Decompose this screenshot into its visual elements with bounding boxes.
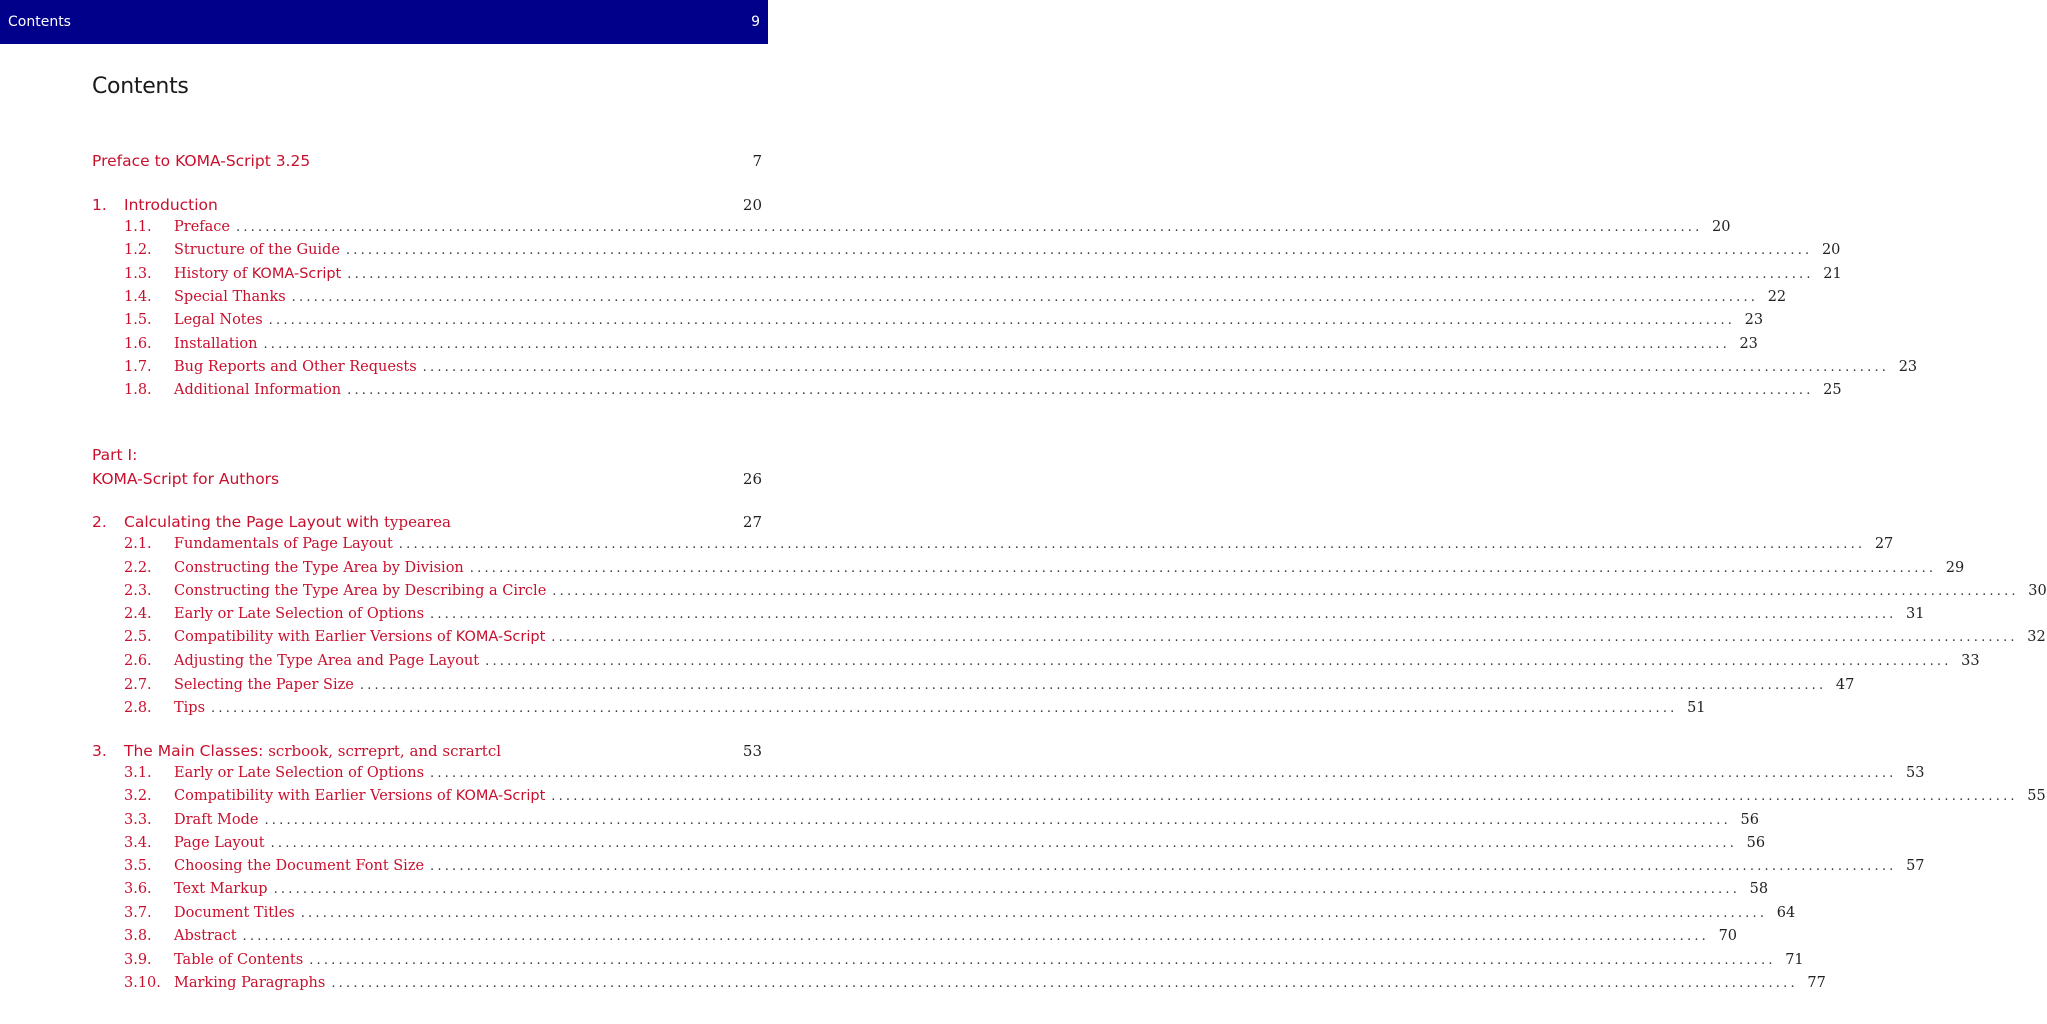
toc-entry-label [174, 700, 205, 716]
toc-page-number: 70 [1718, 928, 1738, 944]
toc-section-entry[interactable] [124, 382, 1842, 404]
toc-entry-label-koma: KOMA-Script [251, 266, 342, 282]
toc-page-number: 21 [1823, 266, 1842, 282]
toc-entry-label-class: typearea [384, 513, 451, 531]
toc-entry-label [174, 788, 545, 804]
toc-entry-number: 2.4. [124, 606, 152, 622]
toc-entry-label [174, 336, 257, 352]
toc-page-number: 56 [1740, 812, 1759, 828]
header-page-number: 9 [751, 14, 760, 30]
toc-entry-label [174, 606, 424, 622]
toc-section-entry[interactable] [124, 336, 1758, 358]
toc-page-number: 26 [742, 470, 762, 488]
toc-section-entry[interactable] [124, 812, 1759, 834]
toc-entry-number: 2.2. [124, 560, 152, 576]
toc-entry-label [174, 266, 341, 282]
toc-section-entry[interactable] [124, 700, 1706, 722]
toc-section-entry[interactable] [124, 560, 1965, 582]
toc-entry-number: 3.1. [124, 765, 152, 781]
toc-entry-label-text: Page Layout [174, 835, 265, 851]
toc-section-entry[interactable] [124, 653, 1980, 675]
toc-section-entry[interactable] [124, 359, 1918, 381]
toc-page-number: 23 [1739, 336, 1758, 352]
toc-section-entry[interactable] [124, 583, 2047, 605]
toc-entry-label [174, 677, 354, 693]
toc-entry-label-text: Additional Information [174, 382, 342, 398]
toc-entry-label [124, 742, 501, 760]
toc-entry-label [174, 242, 340, 258]
toc-entry-label-text: Installation [174, 336, 258, 352]
toc-page-number: 29 [1945, 560, 1965, 576]
toc-leader-dots: ........................................................................................................................................................................................................ [270, 836, 1738, 851]
toc-leader-dots: ........................................................................................................................................................................................................ [485, 654, 1952, 669]
toc-entry-number: 3.7. [124, 905, 152, 921]
toc-page-number: 27 [742, 513, 762, 531]
toc-part-label: Part I: [92, 446, 138, 464]
toc-section-entry[interactable] [124, 266, 1842, 288]
toc-section-entry[interactable] [124, 242, 1841, 264]
toc-chapter-entry[interactable] [92, 513, 762, 535]
toc-entry-label-text: Adjusting the Type Area and Page Layout [174, 653, 480, 669]
toc-entry-label-koma: KOMA-Script [455, 629, 546, 645]
toc-page-number: 53 [1906, 765, 1925, 781]
toc-entry-label-text: Table of Contents [174, 952, 304, 968]
toc-chapter-entry[interactable] [92, 196, 762, 218]
toc-entry-label [174, 765, 424, 781]
toc-leader-dots: ........................................................................................................................................................................................................ [359, 678, 1827, 693]
toc-entry-label-text: The Main Classes: [124, 742, 269, 760]
toc-page-number: 23 [1898, 359, 1918, 375]
toc-section-entry[interactable] [124, 952, 1804, 974]
toc-leader-dots: ........................................................................................................................................................................................................ [430, 859, 1897, 874]
toc-entry-label [92, 470, 279, 488]
toc-page-number: 27 [1874, 536, 1894, 552]
toc-entry-number: 2. [92, 513, 107, 531]
toc-section-entry[interactable] [124, 606, 1925, 628]
toc-entry-number: 3. [92, 742, 107, 760]
toc-part-heading[interactable] [92, 446, 762, 468]
toc-page-number: 25 [1823, 382, 1842, 398]
toc-entry-label-text: Choosing the Document Font Size [174, 858, 425, 874]
toc-chapter-entry[interactable] [92, 470, 762, 492]
toc-page-number: 20 [1712, 219, 1731, 235]
toc-section-entry[interactable] [124, 975, 1826, 997]
toc-entry-label-text: Early or Late Selection of Options [174, 765, 425, 781]
toc-page-number: 51 [1687, 700, 1706, 716]
toc-entry-number: 3.2. [124, 788, 152, 804]
toc-page-number: 32 [2027, 629, 2046, 645]
toc-entry-number: 2.8. [124, 700, 152, 716]
toc-entry-label-text: Document Titles [174, 905, 295, 921]
toc-leader-dots: ........................................................................................................................................................................................................ [291, 290, 1759, 305]
toc-entry-label [174, 881, 268, 897]
toc-page-number: 22 [1767, 289, 1787, 305]
toc-entry-label-text: Preface [174, 219, 230, 235]
toc-entry-number: 2.5. [124, 629, 152, 645]
toc-entry-number: 3.6. [124, 881, 152, 897]
toc-entry-number: 2.7. [124, 677, 152, 693]
toc-section-entry[interactable] [124, 905, 1796, 927]
toc-entry-label [174, 289, 286, 305]
toc-section-entry[interactable] [124, 289, 1787, 311]
toc-section-entry[interactable] [124, 629, 2046, 651]
toc-page-number: 53 [742, 742, 762, 760]
toc-entry-number: 3.5. [124, 858, 152, 874]
toc-page-number: 47 [1835, 677, 1855, 693]
toc-page-number: 58 [1749, 881, 1769, 897]
toc-entry-number: 1.5. [124, 312, 152, 328]
toc-entry-number: 2.3. [124, 583, 152, 599]
toc-entry-label [124, 196, 218, 214]
toc-leader-dots: ........................................................................................................................................................................................................ [300, 906, 1768, 921]
toc-entry-number: 1.2. [124, 242, 152, 258]
toc-page-number: 23 [1744, 312, 1764, 328]
toc-entry-label-text: Tips [174, 700, 206, 716]
toc-leader-dots: ........................................................................................................................................................................................................ [331, 976, 1798, 991]
toc-entry-label [174, 536, 393, 552]
toc-entry-label [174, 975, 325, 991]
toc-entry-label-text: Compatibility with Earlier Versions of [174, 629, 456, 645]
toc-entry-label-class: scrbook, scrreprt, and scrartcl [268, 742, 502, 760]
toc-leader-dots: ........................................................................................................................................................................................................ [235, 220, 1703, 235]
toc-page-number: 20 [742, 196, 762, 214]
toc-entry-label [174, 583, 546, 599]
toc-section-entry[interactable] [124, 677, 1855, 699]
toc-leader-dots: ........................................................................................................................................................................................................ [430, 607, 1897, 622]
toc-entry-label-text: Structure of the Guide [174, 242, 340, 258]
toc-entry-label [174, 359, 417, 375]
toc-page-number: 77 [1807, 975, 1826, 991]
toc-entry-number: 1.8. [124, 382, 152, 398]
toc-page-number: 71 [1785, 952, 1804, 968]
toc-leader-dots: ........................................................................................................................................................................................................ [552, 584, 2019, 599]
toc-leader-dots: ........................................................................................................................................................................................................ [422, 360, 1890, 375]
toc-entry-label [174, 812, 258, 828]
toc-entry-number: 1.1. [124, 219, 152, 235]
toc-entry-label-text: Abstract [174, 928, 237, 944]
toc-entry-number: 1.7. [124, 359, 152, 375]
toc-leader-dots: ........................................................................................................................................................................................................ [551, 789, 2018, 804]
toc-page-number: 33 [1961, 653, 1980, 669]
toc-leader-dots: ........................................................................................................................................................................................................ [430, 766, 1897, 781]
toc-leader-dots: ........................................................................................................................................................................................................ [347, 383, 1814, 398]
toc-page-number: 56 [1746, 835, 1766, 851]
toc-entry-label [174, 560, 464, 576]
toc-page-number: 7 [752, 152, 762, 170]
toc-leader-dots: ........................................................................................................................................................................................................ [263, 337, 1730, 352]
toc-entry-label-koma: KOMA-Script [455, 788, 546, 804]
toc-entry-label-text: Preface to KOMA-Script 3.25 [92, 152, 311, 170]
toc-section-entry[interactable] [124, 928, 1738, 950]
toc-entry-label [174, 653, 479, 669]
toc-entry-number: 1.6. [124, 336, 152, 352]
toc-leader-dots: ........................................................................................................................................................................................................ [347, 267, 1814, 282]
toc-leader-dots: ........................................................................................................................................................................................................ [309, 953, 1776, 968]
toc-entry-label-text: Bug Reports and Other Requests [174, 359, 417, 375]
toc-entry-label [174, 905, 295, 921]
toc-entry-label [174, 928, 237, 944]
toc-page-number: 64 [1776, 905, 1796, 921]
toc-entry-label-text: Text Markup [174, 881, 268, 897]
toc-entry-number: 3.8. [124, 928, 152, 944]
toc-section-entry[interactable] [124, 312, 1764, 334]
toc-entry-label [174, 629, 545, 645]
toc-entry-label-text: Special Thanks [174, 289, 286, 305]
toc-page-number: 30 [2028, 583, 2047, 599]
toc-entry-label-text: Fundamentals of Page Layout [174, 536, 393, 552]
toc-section-entry[interactable] [124, 788, 2046, 810]
toc-entry-label-text: Compatibility with Earlier Versions of [174, 788, 456, 804]
toc-entry-number: 1. [92, 196, 107, 214]
toc-chapter-entry[interactable] [92, 152, 762, 174]
toc-leader-dots: ........................................................................................................................................................................................................ [469, 561, 1937, 576]
toc-entry-number: 1.3. [124, 266, 152, 282]
toc-leader-dots: ........................................................................................................................................................................................................ [211, 701, 1678, 716]
toc-entry-label [174, 219, 230, 235]
toc-entry-label-text: Selecting the Paper Size [174, 677, 354, 693]
toc-section-entry[interactable] [124, 858, 1925, 880]
toc-entry-number: 3.4. [124, 835, 152, 851]
toc-section-entry[interactable] [124, 881, 1769, 903]
toc-leader-dots: ........................................................................................................................................................................................................ [264, 813, 1731, 828]
toc-entry-label-text: Constructing the Type Area by Describing a Circle [174, 583, 547, 599]
toc-entry-label [174, 858, 424, 874]
toc-entry-number: 3.9. [124, 952, 152, 968]
header-section-title: Contents [8, 14, 71, 30]
toc-entry-label-text: Draft Mode [174, 812, 259, 828]
toc-entry-number: 2.6. [124, 653, 152, 669]
toc-entry-label-text: KOMA-Script for Authors [92, 470, 280, 488]
toc-entry-number: 3.3. [124, 812, 152, 828]
toc-leader-dots: ........................................................................................................................................................................................................ [551, 630, 2018, 645]
toc-entry-label-text: Early or Late Selection of Options [174, 606, 425, 622]
toc-chapter-entry[interactable] [92, 742, 762, 764]
toc-leader-dots: ........................................................................................................................................................................................................ [273, 882, 1741, 897]
toc-leader-dots: ........................................................................................................................................................................................................ [268, 313, 1736, 328]
toc-entry-label-text: Constructing the Type Area by Division [174, 560, 464, 576]
toc-entry-number: 1.4. [124, 289, 152, 305]
toc-entry-label-text: Introduction [124, 196, 218, 214]
toc-entry-number: 3.10. [124, 975, 161, 991]
toc-entry-number: 2.1. [124, 536, 152, 552]
toc-section-entry[interactable] [124, 765, 1925, 787]
toc-section-entry[interactable] [124, 835, 1766, 857]
toc-entry-label-text: Marking Paragraphs [174, 975, 326, 991]
header-bar [0, 0, 768, 44]
toc-page-number: 31 [1906, 606, 1925, 622]
toc-entry-label [174, 382, 341, 398]
page-title: Contents [92, 74, 189, 99]
toc-page-number: 55 [2027, 788, 2046, 804]
toc-page-number: 57 [1906, 858, 1925, 874]
toc-entry-label-text: History of [174, 266, 252, 282]
toc-page-number: 20 [1821, 242, 1841, 258]
toc-entry-label [174, 835, 265, 851]
toc-leader-dots: ........................................................................................................................................................................................................ [398, 537, 1866, 552]
toc-section-entry[interactable] [124, 536, 1894, 558]
toc-entry-label [174, 952, 303, 968]
toc-entry-label-text: Legal Notes [174, 312, 263, 328]
toc-entry-label [92, 152, 310, 170]
toc-entry-label [174, 312, 263, 328]
toc-entry-label-text: Calculating the Page Layout with [124, 513, 384, 531]
toc-leader-dots: ........................................................................................................................................................................................................ [345, 243, 1813, 258]
toc-leader-dots: ........................................................................................................................................................................................................ [242, 929, 1710, 944]
toc-entry-label [124, 513, 451, 531]
toc-section-entry[interactable] [124, 219, 1731, 241]
